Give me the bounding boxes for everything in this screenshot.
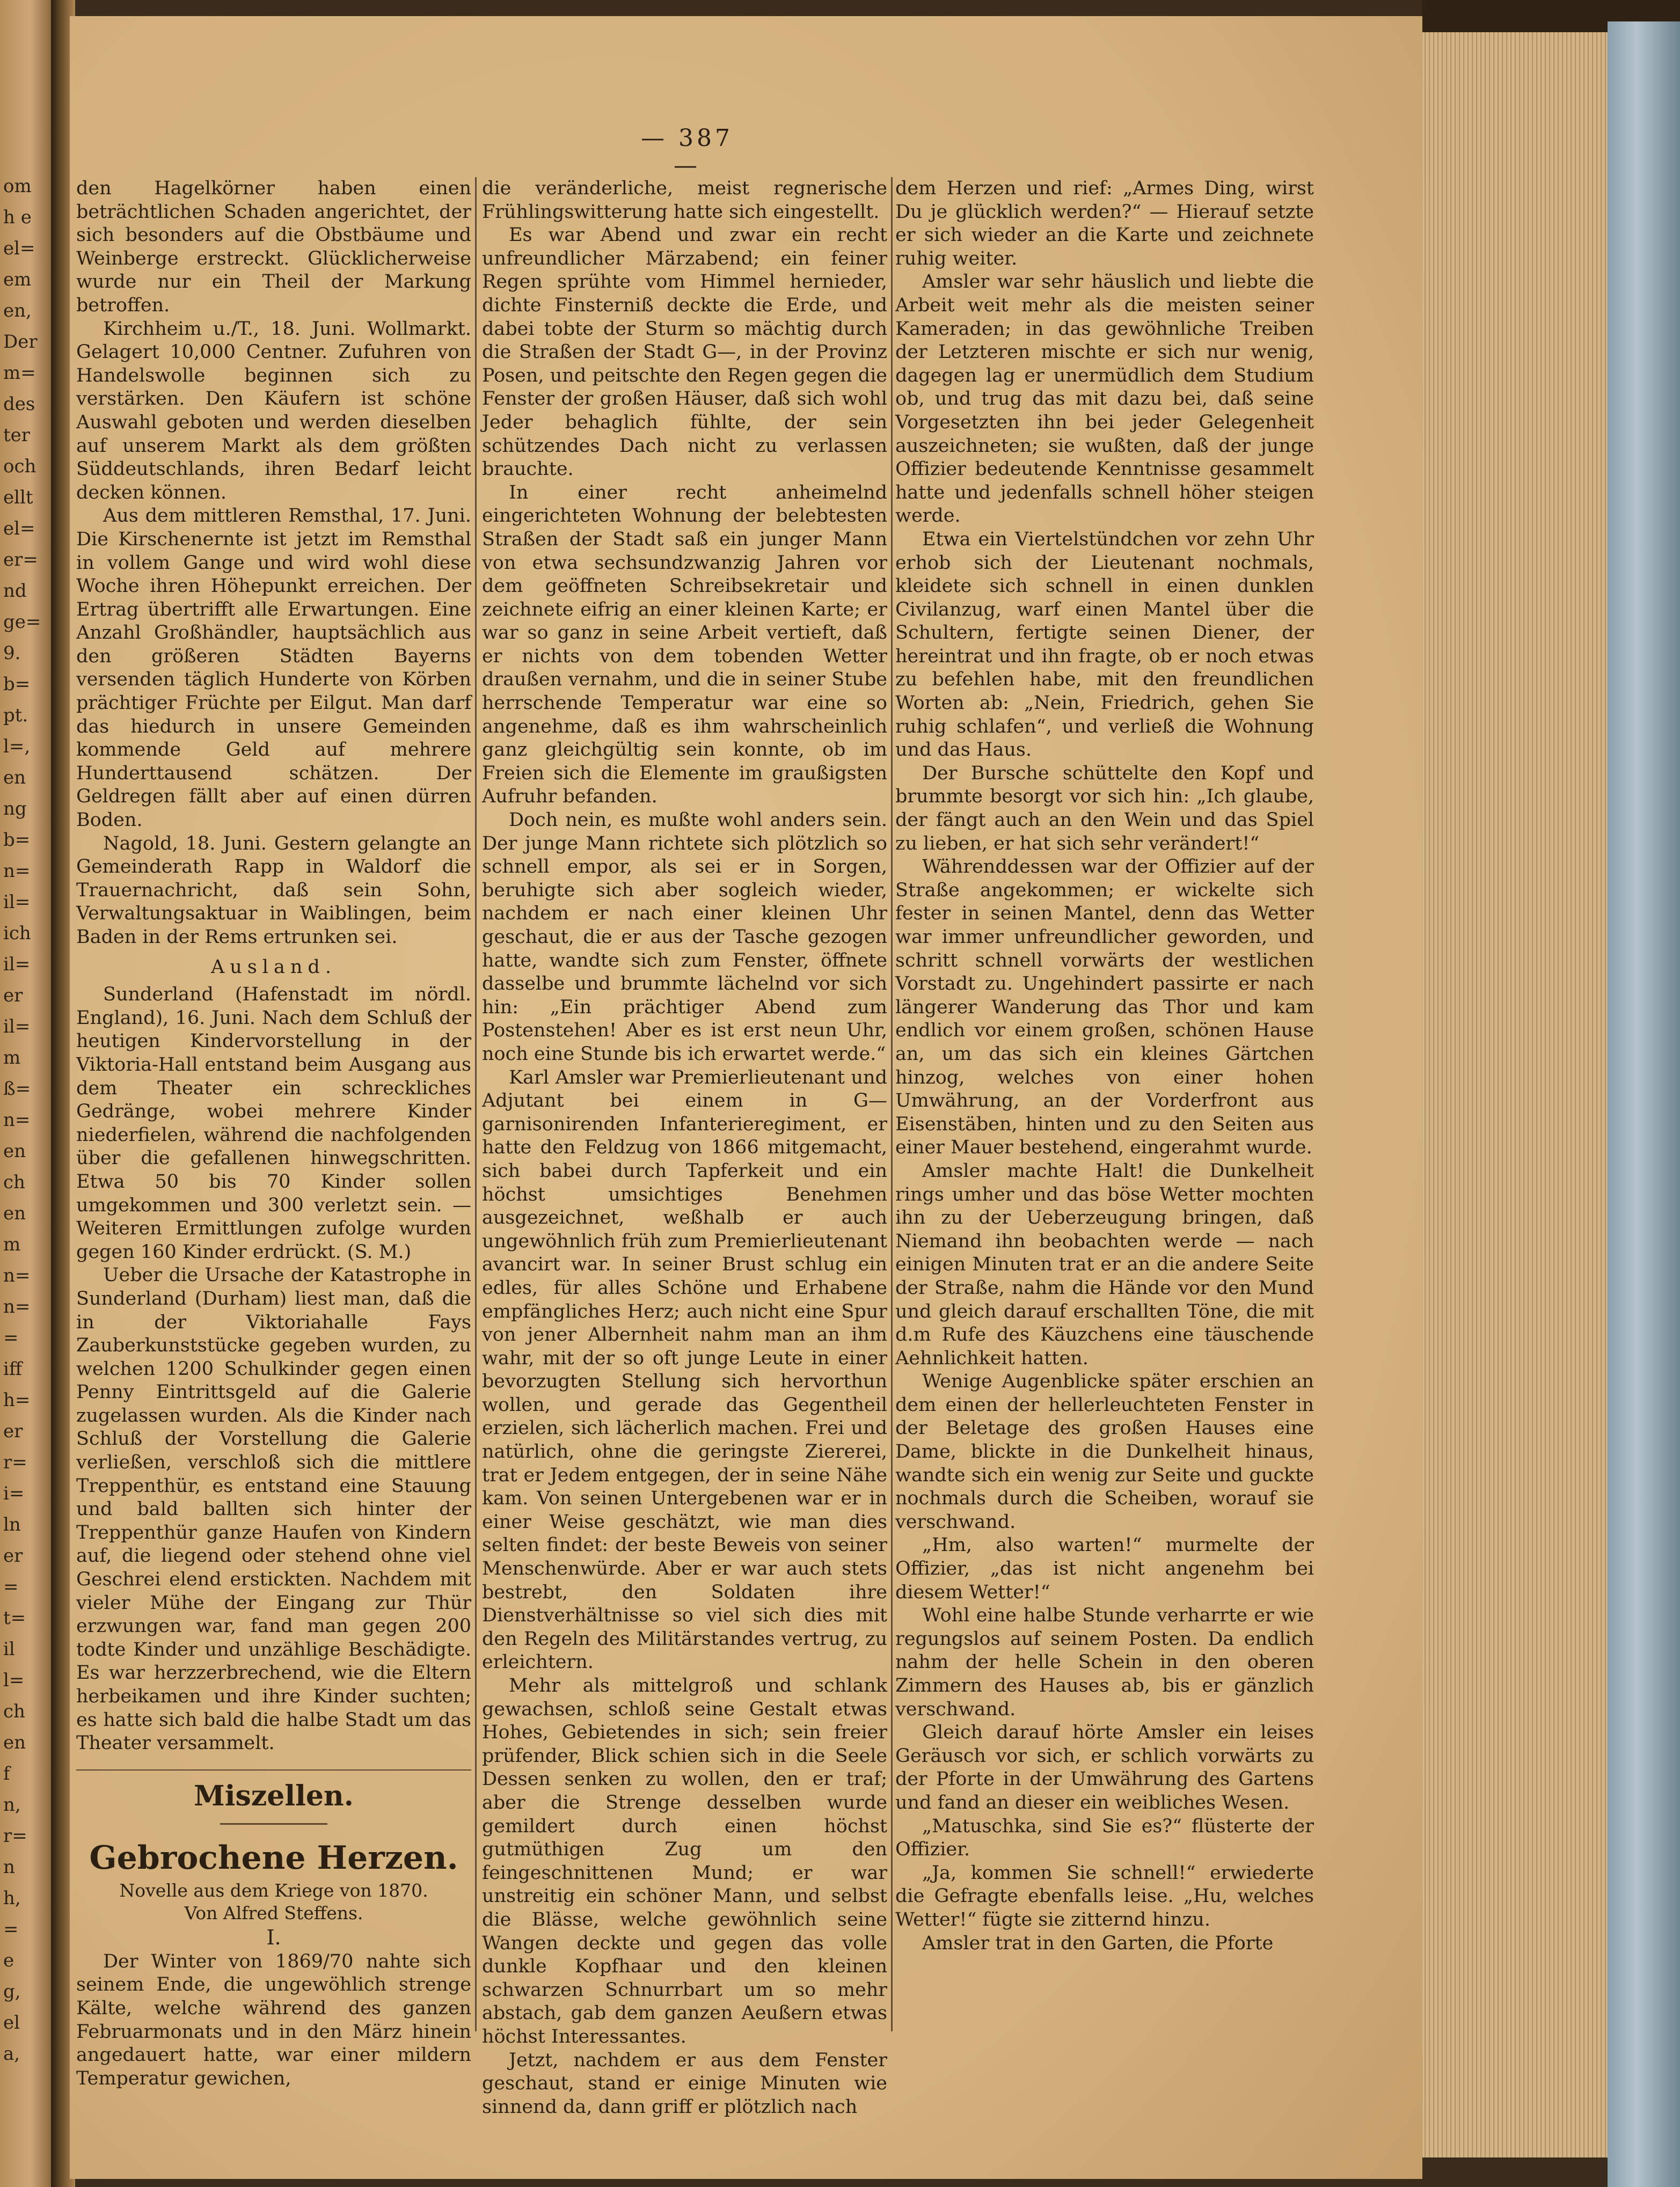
left-page-fragment: =: [3, 1919, 19, 1940]
left-page-fragment: 9.: [3, 642, 21, 664]
left-page-fragment: ich: [3, 923, 31, 944]
left-page-fragment: och: [3, 456, 36, 477]
left-page-fragment: =: [3, 1576, 19, 1598]
column-3: [895, 177, 1314, 1955]
left-page-fragment: n=: [3, 860, 31, 882]
paragraph: In einer recht anheimelnd eingerichteten Wohnung der belebtesten Straßen der Stadt saß ein junger Mann von etwa sechsundzwanzig Jahren vor dem geöffneten Schreibsekretair und zeichnete eifrig an einer kleinen Karte; er war so ganz in seine Arbeit vertieft, daß er nichts von dem tobenden Wetter draußen vernahm, und die in seiner Stube herrschende Temperatur war eine so angenehme, daß es ihm wahrscheinlich ganz gleichgültig sein konnte, ob im Freien sich die Elemente im graußigsten Aufruhr befanden.: [482, 481, 887, 808]
left-page-fragment: er: [3, 1545, 23, 1567]
paragraph: den Hagelkörner haben einen beträchtlichen Schaden angerichtet, der sich besonders auf die Obstbäume und Weinberge erstreckt. Glücklicherweise wurde nur ein Theil der Markung betroffen.: [76, 178, 471, 316]
left-page-fragment: m: [3, 1234, 21, 1255]
left-page-fragment: en: [3, 1732, 26, 1753]
left-page-fragment: en: [3, 1203, 26, 1224]
chapter-number: I.: [266, 1925, 281, 1949]
miscellany-heading: Miszellen.: [194, 1779, 354, 1812]
paragraph: Der Bursche schüttelte den Kopf und brummte besorgt vor sich hin: „Ich glaube, der fängt auch an den Wein und das Spiel zu lieben, er hat sich sehr verändert!“: [895, 762, 1314, 854]
left-page-fragment: en: [3, 767, 26, 788]
left-page-fragment: i=: [3, 1483, 25, 1504]
left-page-fragment: el=: [3, 518, 35, 539]
paragraph: Amsler trat in den Garten, die Pforte: [922, 1932, 1274, 1954]
story-author: Von Alfred Steffens.: [184, 1902, 363, 1923]
paragraph: Karl Amsler war Premierlieutenant und Adjutant bei einem in G— garnisonirenden Infanterieregiment, er hatte den Feldzug von 1866 mitgemacht, sich babei durch Tapferkeit und ein höchst umsichtiges Benehmen ausgezeichnet, weßhalb er auch ungewöhnlich früh zum Premierlieutenant avancirt war. In seiner Brust schlug ein edles, für alles Schöne und Erhabene empfängliches Herz; auch nicht eine Spur von jener Albernheit nahm man an ihm wahr, mit der so oft junge Leute in einer bevorzugten Stellung sich hervorthun wollen, und gerade das Gegentheil erzielen, sich lächerlich machen. Frei und natürlich, ohne die geringste Ziererei, trat er Jedem entgegen, der in seine Nähe kam. Von seinen Untergebenen war er in einer Weise geschätzt, wie man dies selten findet: der beste Beweis von seiner Menschenwürde. Aber er war auch stets bestrebt, den Soldaten ihre Dienstverhältnisse so viel sich dies mit den Regeln des Militärstandes vertrug, zu erleichtern.: [482, 1066, 887, 1673]
paragraph: die veränderliche, meist regnerische Frühlingswitterung hatte sich eingestellt.: [482, 178, 887, 223]
paragraph: Amsler war sehr häuslich und liebte die Arbeit weit mehr als die meisten seiner Kameraden; in das gewöhnliche Treiben der Letzteren mischte er sich nur wenig, dagegen lag er unermüdlich dem Studium ob, und trug das mit dazu bei, daß seine Vorgesetzten ihn bei jeder Gelegenheit auszeichneten; sie wußten, daß der junge Offizier bedeutende Kenntnisse gesammelt hatte und jedenfalls schnell höher steigen werde.: [895, 271, 1314, 527]
left-page-fragment: a,: [3, 2043, 20, 2065]
column-1: [76, 177, 471, 2090]
column-rule-1: [475, 177, 477, 2031]
paragraph: „Hm, also warten!“ murmelte der Offizier, „das ist nicht angenehm bei diesem Wetter!“: [895, 1534, 1314, 1603]
left-page-fragment: ch: [3, 1172, 25, 1193]
left-page-fragment: en,: [3, 300, 32, 321]
left-page-fragment: f: [3, 1763, 10, 1784]
left-page-fragment: h e: [3, 207, 32, 228]
left-page-fragment: l=: [3, 1670, 25, 1691]
left-page-fragment: ter: [3, 425, 31, 446]
left-page-edge: [0, 0, 51, 2187]
story-subtitle: Novelle aus dem Kriege von 1870.: [119, 1879, 428, 1901]
left-page-fragment: om: [3, 175, 32, 197]
left-page-fragment: er: [3, 1421, 23, 1442]
paragraph: Wohl eine halbe Stunde verharrte er wie regungslos auf seinem Posten. Da endlich nahm der helle Schein in den oberen Zimmern des Hauses ab, bis er gänzlich verschwand.: [895, 1605, 1314, 1720]
left-page-fragment: ge=: [3, 611, 41, 633]
left-page-fragment: pt.: [3, 705, 28, 726]
left-page-fragment: er: [3, 985, 23, 1006]
left-page-fragment: nd: [3, 580, 27, 602]
left-page-fragment: b=: [3, 674, 31, 695]
left-page-fragment: b=: [3, 829, 31, 851]
left-page-fragment: e: [3, 1950, 14, 1971]
paragraph: Wenige Augenblicke später erschien an dem einen der hellerleuchteten Fenster in der Beletage des großen Hauses eine Dame, blickte in die Dunkelheit hinaus, wandte sich ein wenig zur Seite und guckte nochmals durch die Scheiben, worauf sie verschwand.: [895, 1371, 1314, 1533]
left-page-fragment: el=: [3, 238, 35, 259]
left-page-fragment: l=,: [3, 736, 31, 757]
page-number: — 387 —: [641, 125, 733, 179]
story-title: Gebrochene Herzen.: [89, 1839, 458, 1877]
left-page-fragment: el: [3, 2012, 20, 2034]
left-page-fragment: n=: [3, 1109, 31, 1131]
left-page-fragment: h=: [3, 1389, 31, 1411]
paragraph: Kirchheim u./T., 18. Juni. Wollmarkt. Gelagert 10,000 Centner. Zufuhren von Handelswolle beginnen sich zu verstärken. Den Käufern ist schöne Auswahl geboten und werden dieselben auf unserem Markt als dem größten Süddeutschlands, ihren Bedarf leicht decken können.: [76, 318, 471, 503]
paragraph: Doch nein, es mußte wohl anders sein. Der junge Mann richtete sich plötzlich so schnell empor, als sei er in Sorgen, beruhigte sich aber sogleich wieder, nachdem er nach einer kleinen Uhr geschaut, die er aus der Tasche gezogen hatte, wandte sich zum Fenster, öffnete dasselbe und brummte lächelnd vor sich hin: „Ein prächtiger Abend zum Postenstehen! Aber es ist erst neun Uhr, noch eine Stunde bis ich erwartet werde.“: [482, 809, 887, 1065]
left-page-fragment: iff: [3, 1358, 23, 1380]
left-page-fragment: r=: [3, 1825, 27, 1847]
left-page-fragment: n,: [3, 1794, 21, 1816]
section-heading: Ausland.: [211, 956, 337, 978]
left-page-fragment: em: [3, 269, 32, 290]
divider: [76, 1769, 471, 1771]
left-page-fragment: ch: [3, 1701, 25, 1722]
paragraph: Aus dem mittleren Remsthal, 17. Juni. Die Kirschenernte ist jetzt im Remsthal in vollem Gange und wird wohl diese Woche ihren Höhepunkt erreichen. Der Ertrag übertrifft alle Erwartungen. Eine Anzahl Großhändler, hauptsächlich aus den größeren Städten Bayerns versenden täglich Hunderte von Körben prächtiger Früchte per Eilgut. Man darf das hiedurch in unsere Gemeinden kommende Geld auf mehrere Hunderttausend schätzen. Der Geldregen fällt aber auf einen dürren Boden.: [76, 505, 471, 831]
left-page-fragment: =: [3, 1327, 19, 1349]
left-page-fragment: n=: [3, 1265, 31, 1286]
paragraph: Amsler machte Halt! die Dunkelheit rings umher und das böse Wetter mochten ihn zu der Ueberzeugung bringen, daß Niemand ihn beobachten werde — nach einigen Minuten trat er an die andere Seite der Straße, nahm die Hände vor den Mund und gleich darauf erschallten Töne, die mit d.m Rufe des Käuzchens eine täuschende Aehnlichkeit hatten.: [895, 1160, 1314, 1369]
paragraph: Mehr als mittelgroß und schlank gewachsen, schloß seine Gestalt etwas Hohes, Gebietendes in sich; sein freier prüfender, Blick schien sich in die Seele Dessen senken zu wollen, den er traf; aber die Strenge desselben wurde gemildert durch einen höchst gutmüthigen Zug um den feingeschnittenen Mund; er war unstreitig ein schöner Mann, und selbst die Blässe, welche gewöhnlich seine Wangen deckte und gegen das volle dunkle Kopfhaar und den kleinen schwarzen Schnurrbart um so mehr abstach, gab dem ganzen Aeußern etwas höchst Interessantes.: [482, 1675, 887, 2047]
paragraph: Jetzt, nachdem er aus dem Fenster geschaut, stand er einige Minuten wie sinnend da, dann griff er plötzlich nach: [482, 2049, 887, 2118]
left-page-fragment: m: [3, 1047, 21, 1069]
book-cover: [1608, 21, 1680, 2187]
left-page-fragment: il=: [3, 954, 31, 975]
paragraph: Etwa ein Viertelstündchen vor zehn Uhr erhob sich der Lieutenant nochmals, kleidete sich schnell in einen dunklen Civilanzug, warf einen Mantel über die Schultern, fertigte seinen Diener, der hereintrat und ihn fragte, ob er noch etwas zu befehlen habe, mit den freundlichen Worten ab: „Nein, Friedrich, gehen Sie ruhig schlafen“, und verließ die Wohnung und das Haus.: [895, 528, 1314, 761]
left-page-fragment: n: [3, 1856, 15, 1878]
left-page-fragment: r=: [3, 1452, 27, 1473]
paragraph: Es war Abend und zwar ein recht unfreundlicher Märzabend; ein feiner Regen sprühte vom Himmel hernieder, dichte Finsterniß deckte die Erde, und dabei tobte der Sturm so mächtig durch die Straßen der Stadt G—, in der Provinz Posen, und peitschte den Regen gegen die Fenster der großen Häuser, daß sich wohl Jeder behaglich fühlte, der sein schützendes Dach nicht zu verlassen brauchte.: [482, 224, 887, 480]
left-page-fragment: m=: [3, 362, 36, 384]
page-edges: [1422, 32, 1608, 2157]
left-page-fragment: ß=: [3, 1078, 31, 1100]
left-page-fragment: ng: [3, 798, 27, 820]
left-page-fragment: t=: [3, 1607, 26, 1629]
column-2: [482, 177, 887, 2119]
left-page-fragment: er=: [3, 549, 38, 570]
left-page-fragment: ln: [3, 1514, 21, 1535]
left-page-fragment: h,: [3, 1888, 21, 1909]
column-rule-2: [891, 177, 893, 2031]
paragraph: dem Herzen und rief: „Armes Ding, wirst Du je glücklich werden?“ — Hierauf setzte er sich wieder an die Karte und zeichnete ruhig weiter.: [895, 178, 1314, 269]
left-page-fragment: n=: [3, 1296, 31, 1318]
left-page-fragment: Der: [3, 331, 38, 353]
paragraph: Der Winter von 1869/70 nahte sich seinem Ende, die ungewöhlich strenge Kälte, welche während des ganzen Februarmonats und in den März hinein angedauert hatte, war einer mildern Temperatur gewichen,: [76, 1950, 471, 2089]
paragraph: Gleich darauf hörte Amsler ein leises Geräusch vor sich, er schlich vorwärts zu der Pforte in der Umwährung des Gartens und fand an dieser ein weibliches Wesen.: [895, 1722, 1314, 1813]
left-page-fragment: g,: [3, 1981, 21, 2002]
left-page-fragment: en: [3, 1140, 26, 1162]
left-page-fragment: il=: [3, 1016, 31, 1037]
paragraph: „Matuschka, sind Sie es?“ flüsterte der Offizier.: [895, 1815, 1314, 1861]
left-page-fragment: des: [3, 393, 35, 415]
left-page-fragment: il: [3, 1639, 15, 1660]
paragraph: Nagold, 18. Juni. Gestern gelangte an Gemeinderath Rapp in Waldorf die Trauernachricht, daß sein Sohn, Verwaltungsaktuar in Waiblingen, beim Baden in der Rems ertrunken sei.: [76, 832, 471, 948]
paragraph: Währenddessen war der Offizier auf der Straße angekommen; er wickelte sich fester in seinen Mantel, denn das Wetter war immer unfreundlicher geworden, und schritt schnell vorwärts der westlichen Vorstadt zu. Ungehindert passirte er nach längerer Wanderung das Thor und kam endlich vor einem großen, schönen Hause an, um das sich ein kleines Gärtchen hinzog, welches von einer hohen Umwährung, an der Vorderfront aus Eisenstäben, hinten und zu den Seiten aus einer Mauer bestehend, eingerahmt wurde.: [895, 856, 1314, 1159]
paragraph: „Ja, kommen Sie schnell!“ erwiederte die Gefragte ebenfalls leise. „Hu, welches Wetter!“ fügte sie zitternd hinzu.: [895, 1862, 1314, 1930]
divider: [220, 1823, 327, 1825]
left-page-fragment: ellt: [3, 487, 33, 508]
left-page-fragment: il=: [3, 891, 31, 913]
paragraph: Sunderland (Hafenstadt im nördl. England), 16. Juni. Nach dem Schluß der heutigen Kindervorstellung in der Viktoria-Hall entstand beim Ausgang aus dem Theater ein schreckliches Gedränge, wobei mehrere Kinder niederfielen, während die nachfolgenden über die gefallenen hinwegschritten. Etwa 50 bis 70 Kinder sollen umgekommen und 300 verletzt sein. — Weiteren Ermittlungen zufolge wurden gegen 160 Kinder erdrückt. (S. M.): [76, 984, 471, 1263]
paragraph: Ueber die Ursache der Katastrophe in Sunderland (Durham) liest man, daß die in der Viktoriahalle Fays Zauberkunststücke gegeben wurden, zu welchen 1200 Schulkinder gegen einen Penny Eintrittsgeld auf die Galerie zugelassen wurden. Als die Kinder nach Schluß der Vorstellung die Galerie verließen, verschloß sich die mittlere Treppenthür, es entstand eine Stauung und bald ballten sich hinter der Treppenthür ganze Haufen von Kindern auf, die liegend oder stehend ohne viel Geschrei elend erstickten. Nachdem mit vieler Mühe der Eingang zur Thür erzwungen war, fand man gegen 200 todte Kinder und unzählige Beschädigte. Es war herzzerbrechend, wie die Eltern herbeikamen und ihre Kinder suchten; es hatte sich bald die halbe Stadt um das Theater versammelt.: [76, 1264, 471, 1754]
